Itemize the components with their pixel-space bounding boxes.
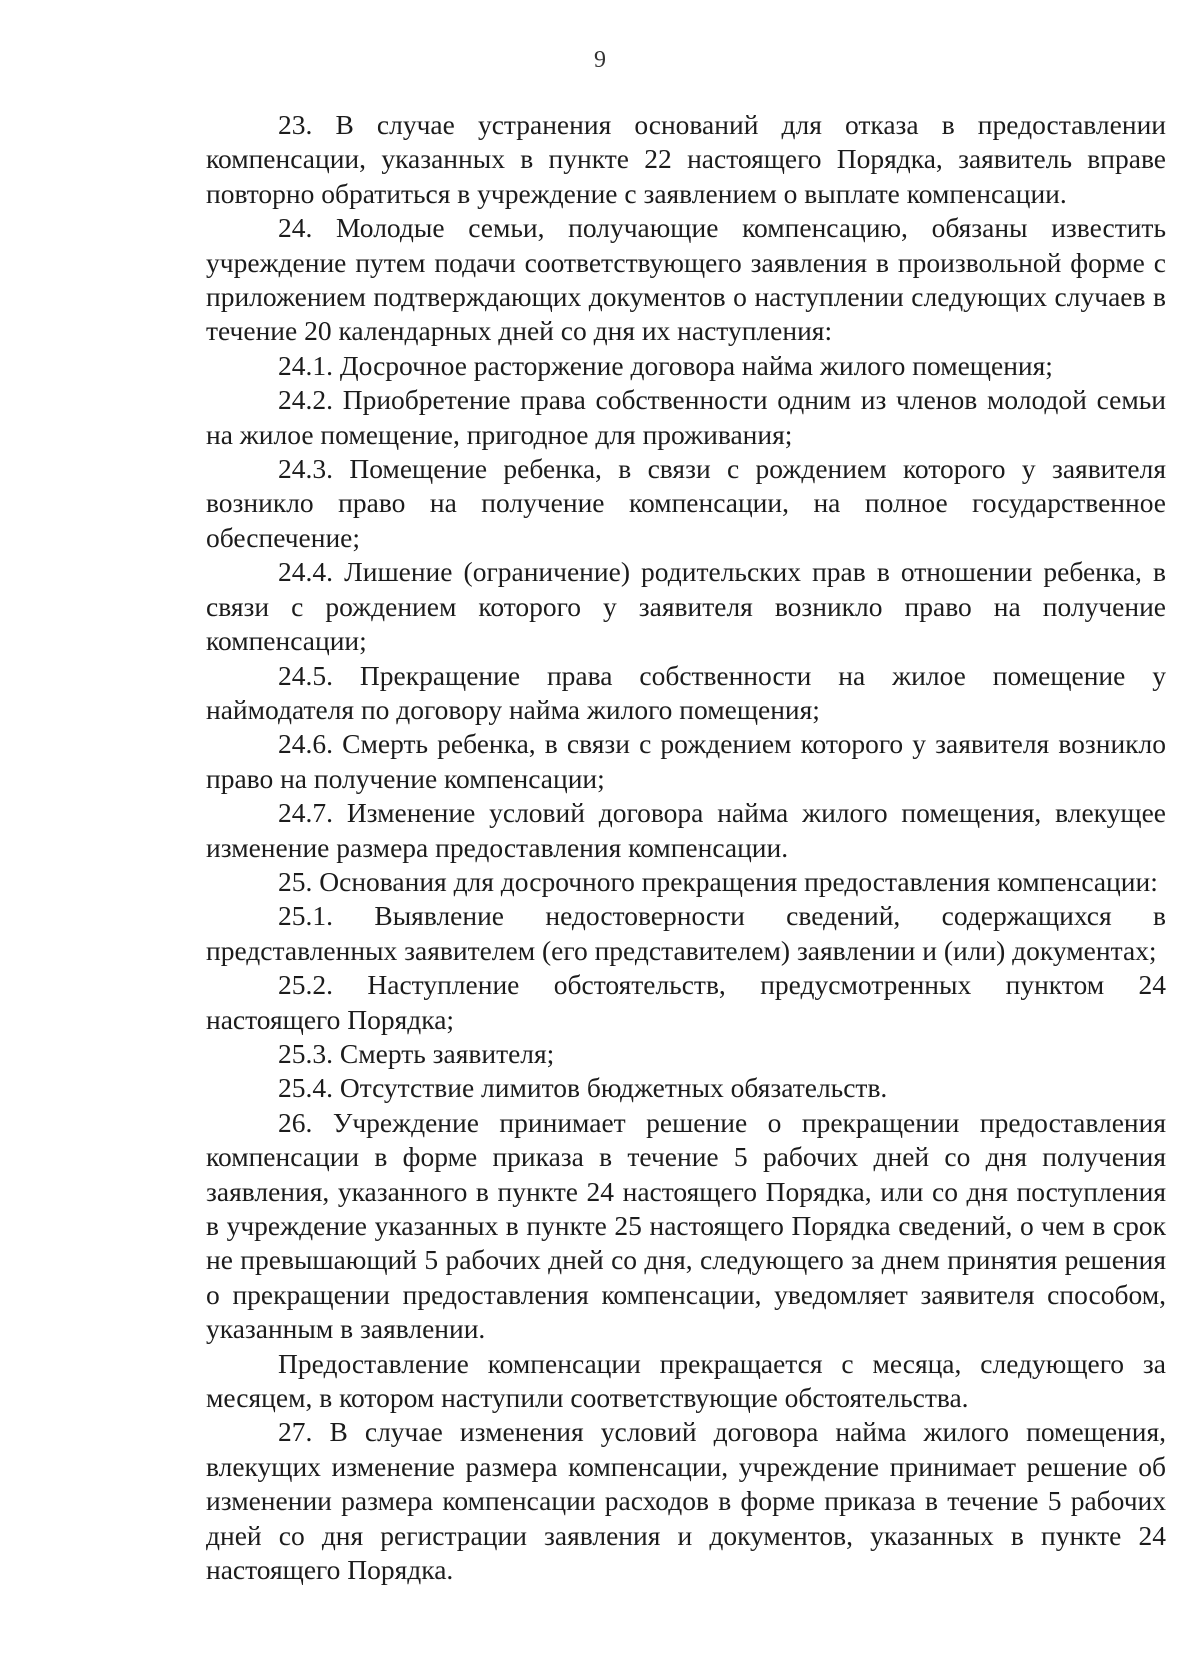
paragraph-25-3: 25.3. Смерть заявителя; <box>278 1037 555 1069</box>
paragraph-26: 26. Учреждение принимает решение о прекращении предоставления компенсации в форме приказа в течение 5 рабочих дней со дня получения заявления, указанного в пункте 24 настоящего Порядка, или со дня поступления в учреждение указанных в пункте 25 настоящего Порядка сведений, о чем в срок не превышающий 5 рабочих дней со дня, следующего за днем принятия решения о прекращении предоставления компенсации, уведомляет заявителя способом, указанным в заявлении. <box>206 1106 1166 1345</box>
paragraph-25-1: 25.1. Выявление недостоверности сведений, содержащихся в представленных заявителем (его представителем) заявлении и (или) документах; <box>206 900 1166 966</box>
paragraph-26-continued: Предоставление компенсации прекращается с месяца, следующего за месяцем, в котором наступили соответствующие обстоятельства. <box>206 1347 1166 1414</box>
paragraph-24-1: 24.1. Досрочное расторжение договора найма жилого помещения; <box>278 349 1053 381</box>
document-body <box>206 108 1166 1587</box>
page-number: 9 <box>594 47 606 73</box>
paragraph-27: 27. В случае изменения условий договора найма жилого помещения, влекущих изменение размера компенсации, учреждение принимает решение об изменении размера компенсации расходов в форме приказа в течение 5 рабочих дней со дня регистрации заявления и документов, указанных в пункте 24 настоящего Порядка. <box>206 1416 1166 1586</box>
paragraph-24-2: 24.2. Приобретение права собственности одним из членов молодой семьи на жилое помещение, пригодное для проживания; <box>206 384 1166 450</box>
paragraph-24-6: 24.6. Смерть ребенка, в связи с рождением которого у заявителя возникло право на получение компенсации; <box>206 728 1166 794</box>
paragraph-24-4: 24.4. Лишение (ограничение) родительских прав в отношении ребенка, в связи с рождением которого у заявителя возникло право на получение компенсации; <box>206 556 1166 657</box>
paragraph-23: 23. В случае устранения оснований для отказа в предоставлении компенсации, указанных в пункте 22 настоящего Порядка, заявитель вправе повторно обратиться в учреждение с заявлением о выплате компенсации. <box>206 109 1166 209</box>
paragraph-24-3: 24.3. Помещение ребенка, в связи с рождением которого у заявителя возникло право на получение компенсации, на полное государственное обеспечение; <box>206 453 1166 553</box>
paragraph-24-7: 24.7. Изменение условий договора найма жилого помещения, влекущее изменение размера предоставления компенсации. <box>206 797 1166 863</box>
paragraph-25: 25. Основания для досрочного прекращения предоставления компенсации: <box>278 865 1158 897</box>
paragraph-24: 24. Молодые семьи, получающие компенсацию, обязаны известить учреждение путем подачи соответствующего заявления в произвольной форме с приложением подтверждающих документов о наступлении следующих случаев в течение 20 календарных дней со дня их наступления: <box>206 212 1166 347</box>
paragraph-24-5: 24.5. Прекращение права собственности на жилое помещение у наймодателя по договору найма жилого помещения; <box>206 659 1166 725</box>
paragraph-25-2: 25.2. Наступление обстоятельств, предусмотренных пунктом 24 настоящего Порядка; <box>206 969 1166 1035</box>
paragraph-25-4: 25.4. Отсутствие лимитов бюджетных обязательств. <box>278 1072 888 1104</box>
